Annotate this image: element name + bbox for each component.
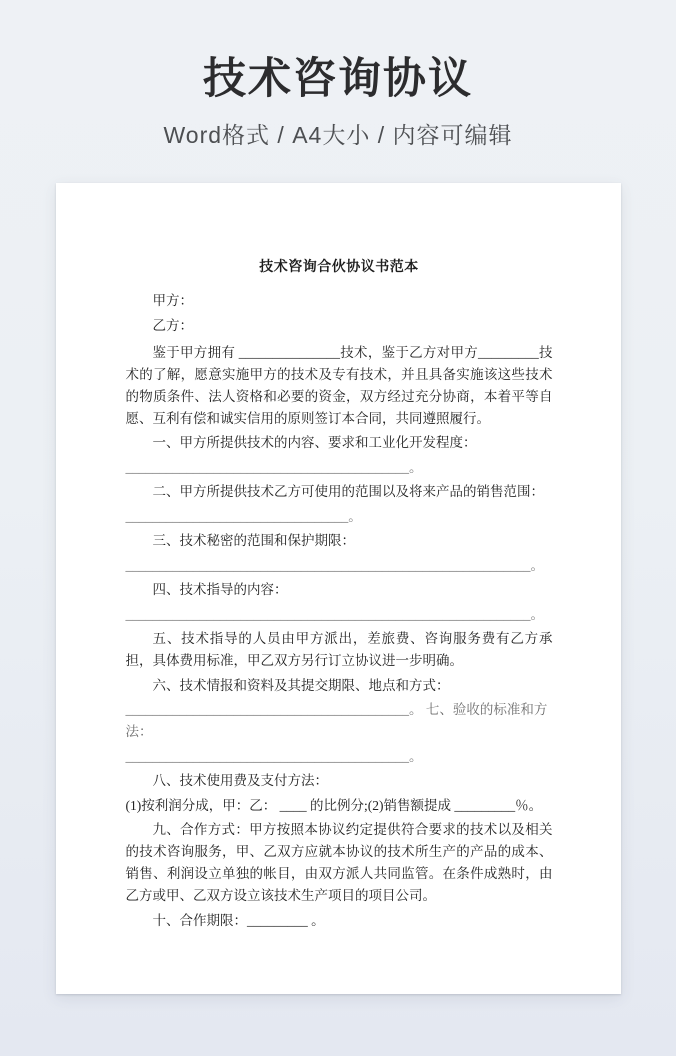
section-2-blank-line: _________________________________。 [125, 508, 362, 524]
section-1-heading: 一、甲方所提供技术的内容、要求和工业化开发程度： [152, 435, 477, 451]
document-page [56, 183, 621, 994]
section-9-paragraph: 九、合作方式：甲方按照本协议约定提供符合要求的技术以及相关的技术咨询服务，甲、乙双方应就本协议的技术所生产的产品的成本、销售、利润设立单独的帐目，由双方派人共同监管。在条件成熟时，由乙方或甲、乙双方设立该技术生产项目的项目公司。 [125, 822, 553, 904]
section-4-heading: 四、技术指导的内容： [152, 582, 288, 598]
section-7-blank-line: __________________________________________。 [125, 748, 423, 764]
document-title: 技术咨询合伙协议书范本 [259, 258, 419, 275]
paragraph-party-a: 甲方： [152, 293, 193, 309]
section-5-paragraph: 五、技术指导的人员由甲方派出，差旅费、咨询服务费有乙方承担，具体费用标准，甲乙双方另行订立协议进一步明确。 [125, 631, 553, 669]
section-8-terms-line: (1)按利润分成，甲：乙： ____ 的比例分;(2)销售额提成 _________％。 [125, 797, 543, 813]
template-subtitle: Word格式 / A4大小 / 内容可编辑 [163, 122, 513, 149]
section-10-paragraph: 十、合作期限：_________ 。 [152, 912, 325, 928]
paragraph-intro: 鉴于甲方拥有 _______________技术，鉴于乙方对甲方_________技术的了解，愿意实施甲方的技术及专有技术，并且具备实施该这些技术的物质条件、法人资格和必要的资金，双方经过充分协商，本着平等自愿、互利有偿和诚实信用的原则签订本合同，共同遵照履行。 [125, 344, 553, 426]
section-6-blank-and-section-7-heading: __________________________________________。 七、验收的标准和方法： [125, 702, 548, 740]
section-3-heading: 三、技术秘密的范围和保护期限： [152, 533, 355, 549]
template-title: 技术咨询协议 [203, 55, 473, 103]
paragraph-party-b: 乙方： [152, 317, 193, 333]
section-4-blank-line: ____________________________________________________________。 [125, 606, 544, 622]
section-8-heading: 八、技术使用费及支付方法： [152, 773, 328, 789]
section-1-blank-line: __________________________________________。 [125, 459, 423, 475]
section-2-heading: 二、甲方所提供技术乙方可使用的范围以及将来产品的销售范围： [152, 484, 544, 500]
template-header [0, 0, 676, 150]
section-6-heading: 六、技术情报和资料及其提交期限、地点和方式： [152, 677, 450, 693]
section-3-blank-line: ____________________________________________________________。 [125, 557, 544, 573]
